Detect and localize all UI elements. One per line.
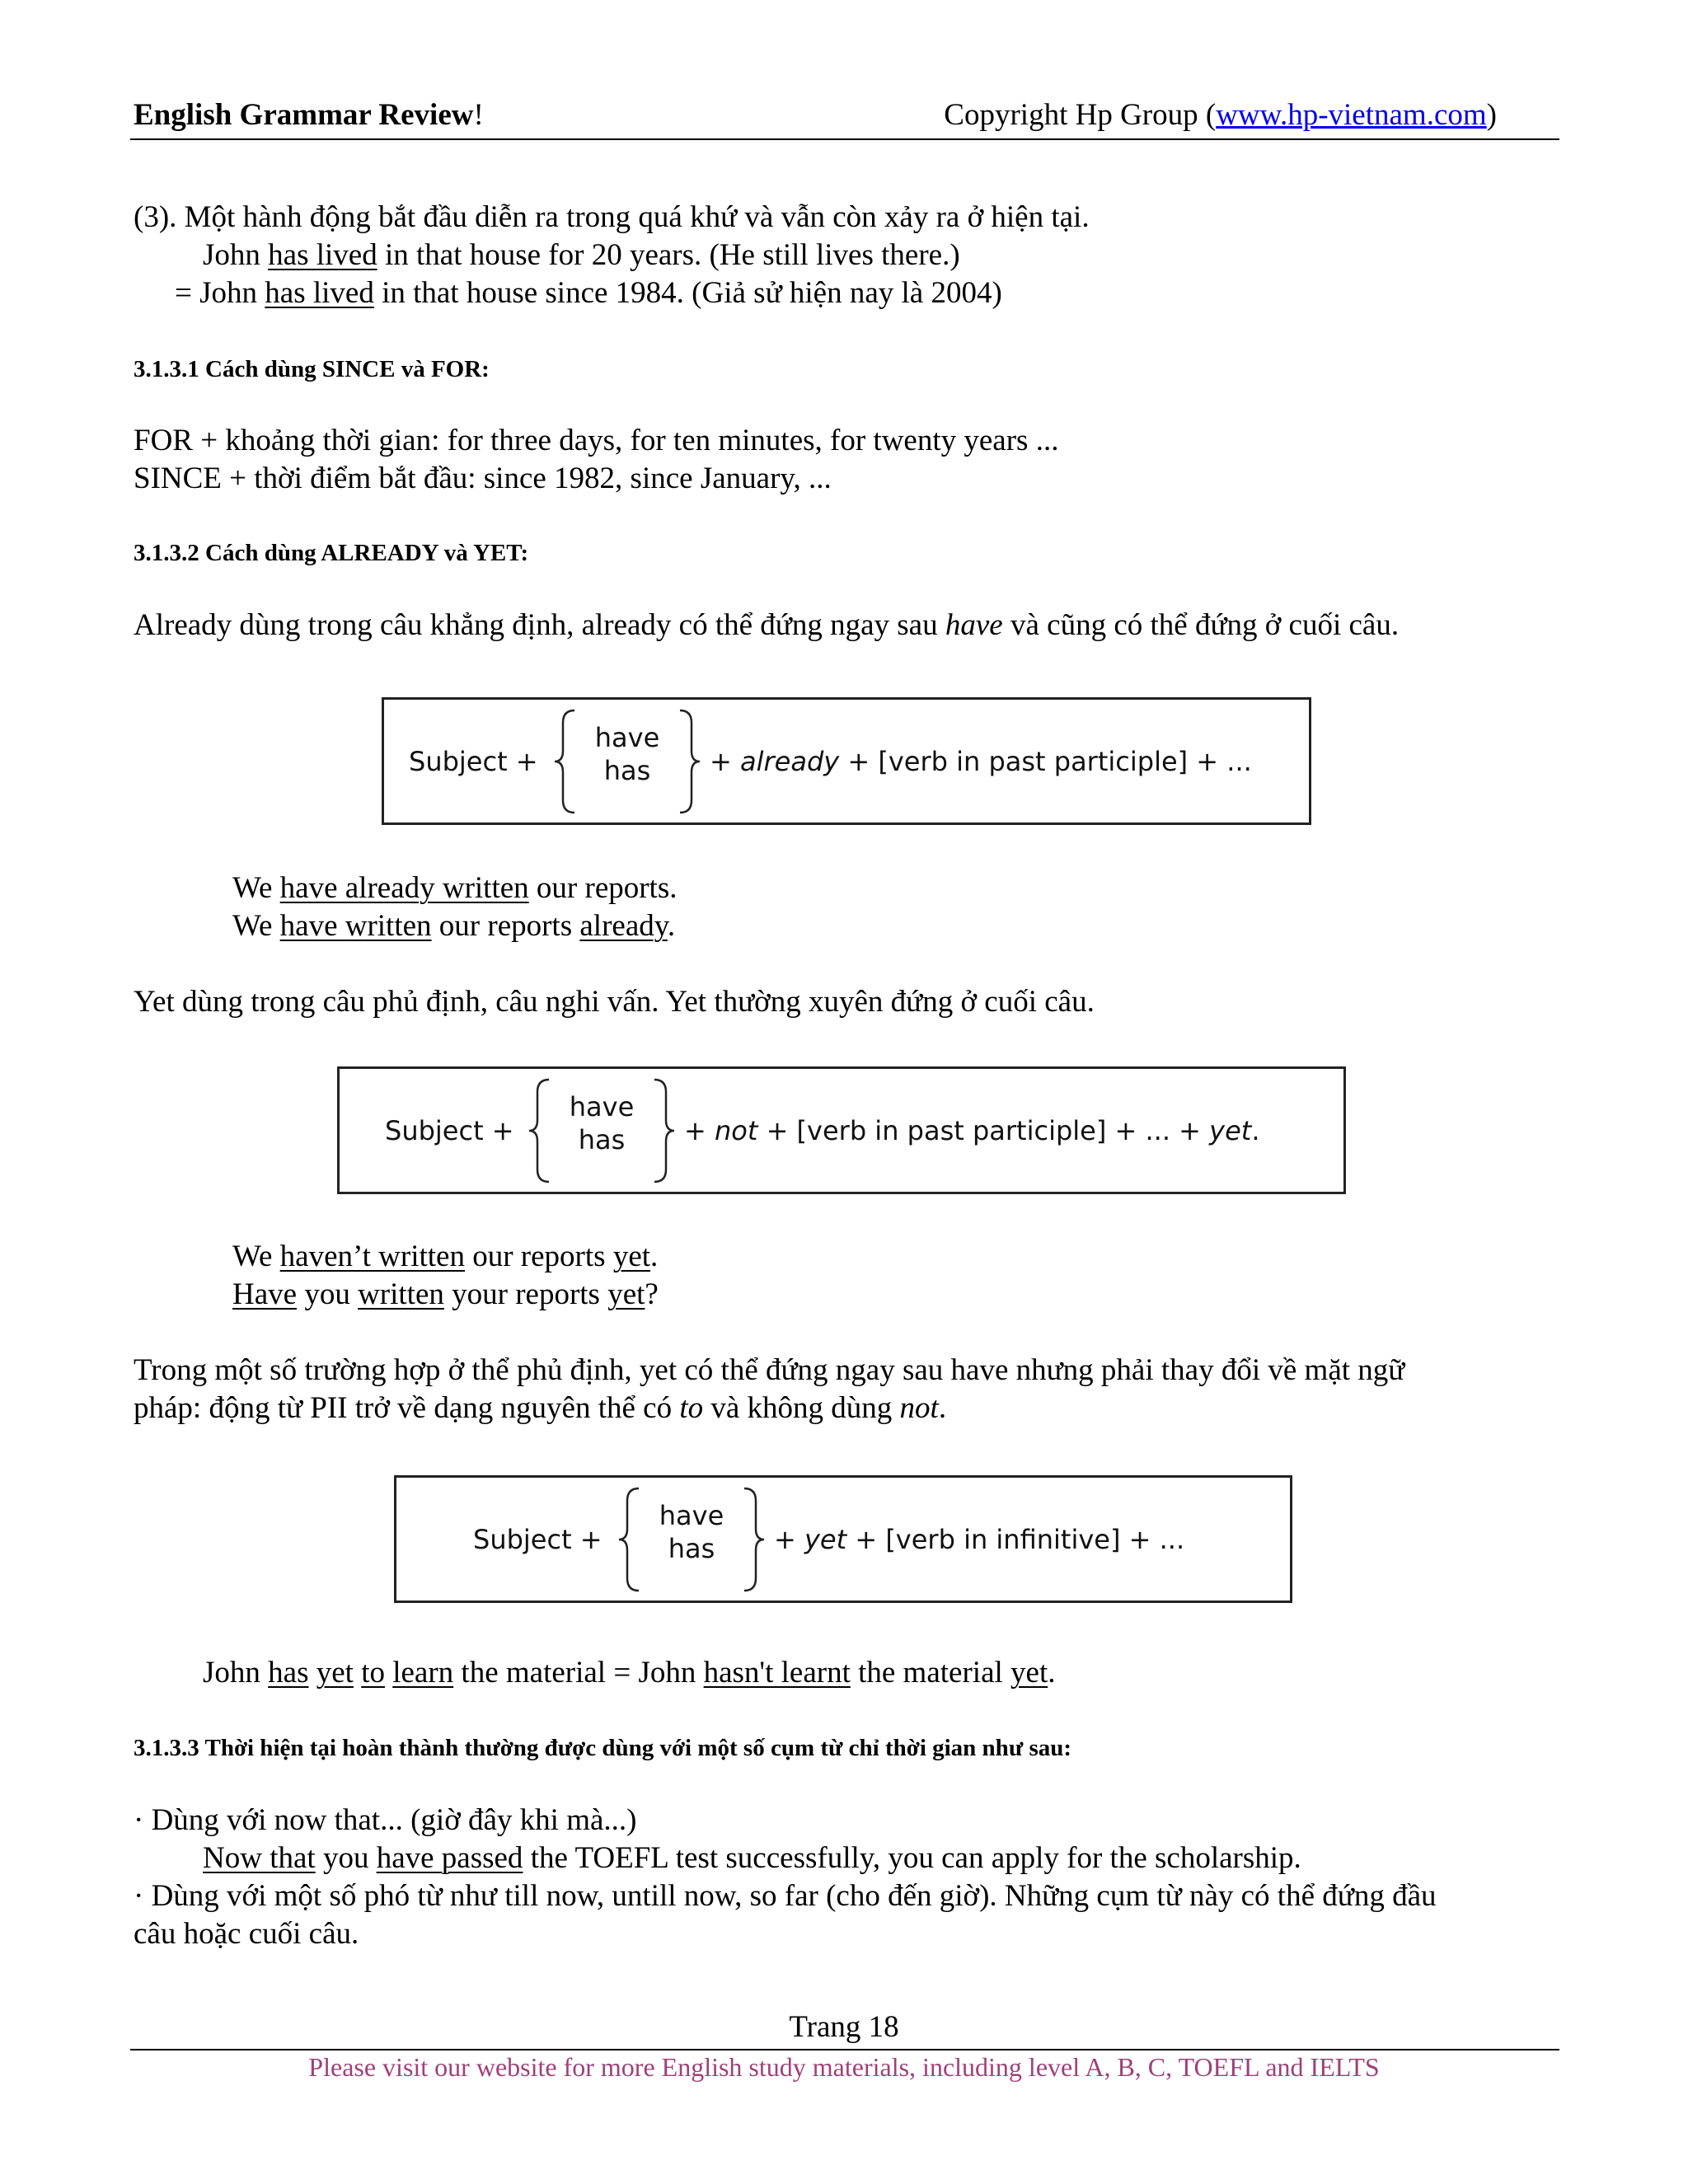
ex-verb: has lived <box>265 276 374 310</box>
copyright-prefix: Copyright Hp Group ( <box>944 98 1217 132</box>
left-brace-icon <box>553 708 578 815</box>
left-brace-icon <box>528 1077 552 1184</box>
alt-have: have <box>594 722 660 753</box>
already-description <box>134 607 1399 644</box>
formula-subject: Subject + <box>409 745 538 777</box>
ex-text: our reports <box>464 1240 613 1273</box>
formula-tail <box>684 1115 1260 1146</box>
heading-already-yet: 3.1.3.2 Cách dùng ALREADY và YET: <box>134 540 529 566</box>
ex-text: our reports <box>431 909 580 943</box>
right-brace-icon <box>677 708 701 815</box>
ex-word: hasn't learnt <box>703 1656 851 1690</box>
desc-text: Already dùng trong câu khẳng định, already có thể đứng ngay sau <box>134 608 945 642</box>
ex-verb: has lived <box>268 238 377 272</box>
header-title-excl: ! <box>473 98 484 132</box>
right-brace-icon <box>741 1486 766 1593</box>
bullet-adverbs-line-2: câu hoặc cuối câu. <box>134 1917 359 1951</box>
alt-have: have <box>569 1091 635 1122</box>
desc-italic: not <box>899 1391 939 1425</box>
header-title <box>134 97 484 133</box>
ex-text: the material = John <box>453 1656 704 1690</box>
ex-adverb: yet <box>612 1240 651 1273</box>
ex-aux: Have <box>232 1277 298 1311</box>
desc-text: pháp: động từ PII trở về dạng nguyên thể có <box>134 1391 680 1425</box>
ex-text: . <box>1048 1656 1056 1690</box>
alt-have: have <box>659 1500 724 1531</box>
ex-text: We <box>232 909 280 943</box>
ex-text: the material <box>850 1656 1011 1690</box>
tail-text: + <box>710 745 740 777</box>
ex-verb: have passed <box>376 1841 523 1875</box>
ex-adverb: already <box>579 909 668 943</box>
ex-word: yet <box>316 1656 354 1690</box>
formula-tail <box>710 746 1252 777</box>
desc-text: . <box>938 1391 947 1425</box>
ex-word: learn <box>392 1656 454 1690</box>
footer-note: Please visit our website for more English study materials, including level A, B, C, TOEFL and IELTS <box>308 2052 1380 2082</box>
ex-verb: have already written <box>279 871 529 905</box>
ex-word: yet <box>1010 1656 1048 1690</box>
tail-italic: not <box>714 1114 758 1146</box>
ex-verb: have written <box>279 909 432 943</box>
formula-subject: Subject + <box>473 1523 603 1555</box>
header-copyright <box>944 97 1497 133</box>
for-line: FOR + khoảng thời gian: for three days, for ten minutes, for twenty years ... <box>134 424 1059 457</box>
ex-text: . <box>650 1240 659 1273</box>
ex-text: We <box>232 1240 280 1273</box>
john-example <box>203 1654 1055 1692</box>
ex-text: you <box>315 1841 377 1875</box>
ex-text: We <box>232 871 280 905</box>
formula-box-already <box>382 697 1311 825</box>
already-example-1 <box>232 869 678 907</box>
intro-example-1 <box>203 237 960 274</box>
tail-text: + [verb in past participle] + ... + <box>757 1114 1210 1146</box>
bullet-adverbs-line-1: · Dùng với một số phó từ như till now, untill now, so far (cho đến giờ). Những cụm từ này có thể đứng đầu <box>134 1879 1437 1913</box>
tail-text: + <box>774 1523 804 1555</box>
copyright-suffix: ) <box>1486 98 1497 132</box>
desc-italic: to <box>679 1391 704 1425</box>
ex-text: our reports. <box>528 871 678 905</box>
alt-has: has <box>603 755 651 786</box>
bullet-now-that: · Dùng với now that... (giờ đây khi mà...) <box>134 1803 637 1837</box>
ex-word: to <box>361 1656 385 1690</box>
alt-has: has <box>578 1124 626 1155</box>
now-that-example <box>203 1840 1301 1877</box>
yet-example-1 <box>232 1238 658 1276</box>
heading-since-for: 3.1.3.1 Cách dùng SINCE và FOR: <box>134 356 490 382</box>
formula-box-yet-infinitive <box>394 1475 1292 1603</box>
negative-description-1: Trong một số trường hợp ở thể phủ định, yet có thể đứng ngay sau have nhưng phải thay đổi về mặt ngữ <box>134 1353 1405 1387</box>
ex-adverb: yet <box>607 1277 645 1311</box>
tail-italic: yet <box>1209 1114 1252 1146</box>
tail-text: + [verb in past participle] + ... <box>839 745 1252 777</box>
desc-text: và không dùng <box>703 1391 900 1425</box>
ex-verb: written <box>358 1277 444 1311</box>
ex-text: the TOEFL test successfully, you can apply for the scholarship. <box>523 1841 1301 1875</box>
negative-description-2 <box>134 1390 946 1427</box>
yet-example-2 <box>232 1276 659 1314</box>
ex-text: . <box>667 909 676 943</box>
ex-space <box>385 1656 392 1690</box>
ex-text: you <box>297 1277 359 1311</box>
footer-divider <box>130 2049 1559 2050</box>
tail-italic: yet <box>804 1523 847 1555</box>
tail-text: + <box>684 1114 715 1146</box>
ex-text: John <box>203 238 269 272</box>
website-link[interactable]: www.hp-vietnam.com <box>1216 98 1487 132</box>
yet-description: Yet dùng trong câu phủ định, câu nghi vấn. Yet thường xuyên đứng ở cuối câu. <box>134 985 1095 1019</box>
ex-text: in that house for 20 years. (He still lives there.) <box>377 238 960 272</box>
ex-text: ? <box>645 1277 659 1311</box>
desc-text: và cũng có thể đứng ở cuối câu. <box>1002 608 1400 642</box>
ex-text: in that house since 1984. (Giả sử hiện nay là 2004) <box>373 276 1002 310</box>
left-brace-icon <box>617 1486 642 1593</box>
formula-alternatives <box>556 1090 647 1156</box>
intro-example-2 <box>175 274 1002 312</box>
ex-text: John <box>203 1656 269 1690</box>
formula-tail <box>774 1524 1184 1555</box>
ex-space <box>308 1656 316 1690</box>
desc-italic: have <box>945 608 1003 642</box>
ex-text: = John <box>175 276 265 310</box>
page-number: Trang 18 <box>789 2010 899 2044</box>
ex-word: has <box>268 1656 309 1690</box>
tail-text: . <box>1251 1114 1260 1146</box>
right-brace-icon <box>651 1077 676 1184</box>
formula-alternatives <box>582 721 673 787</box>
since-line: SINCE + thời điểm bắt đầu: since 1982, since January, ... <box>134 462 832 495</box>
ex-verb: haven’t written <box>279 1240 465 1273</box>
intro-line: (3). Một hành động bắt đầu diễn ra trong quá khứ và vẫn còn xảy ra ở hiện tại. <box>134 200 1090 234</box>
header-divider <box>130 138 1559 140</box>
formula-alternatives <box>646 1499 737 1565</box>
formula-subject: Subject + <box>385 1114 514 1146</box>
alt-has: has <box>668 1533 715 1564</box>
ex-space <box>354 1656 361 1690</box>
tail-italic: already <box>739 745 840 777</box>
already-example-2 <box>232 907 675 945</box>
formula-box-yet <box>337 1066 1346 1194</box>
ex-word: Now that <box>203 1841 316 1875</box>
heading-time-phrases: 3.1.3.3 Thời hiện tại hoàn thành thường được dùng với một số cụm từ chỉ thời gian như sau: <box>134 1735 1072 1761</box>
tail-text: + [verb in infinitive] + ... <box>846 1523 1185 1555</box>
header-title-text: English Grammar Review <box>134 98 474 132</box>
ex-text: your reports <box>443 1277 608 1311</box>
